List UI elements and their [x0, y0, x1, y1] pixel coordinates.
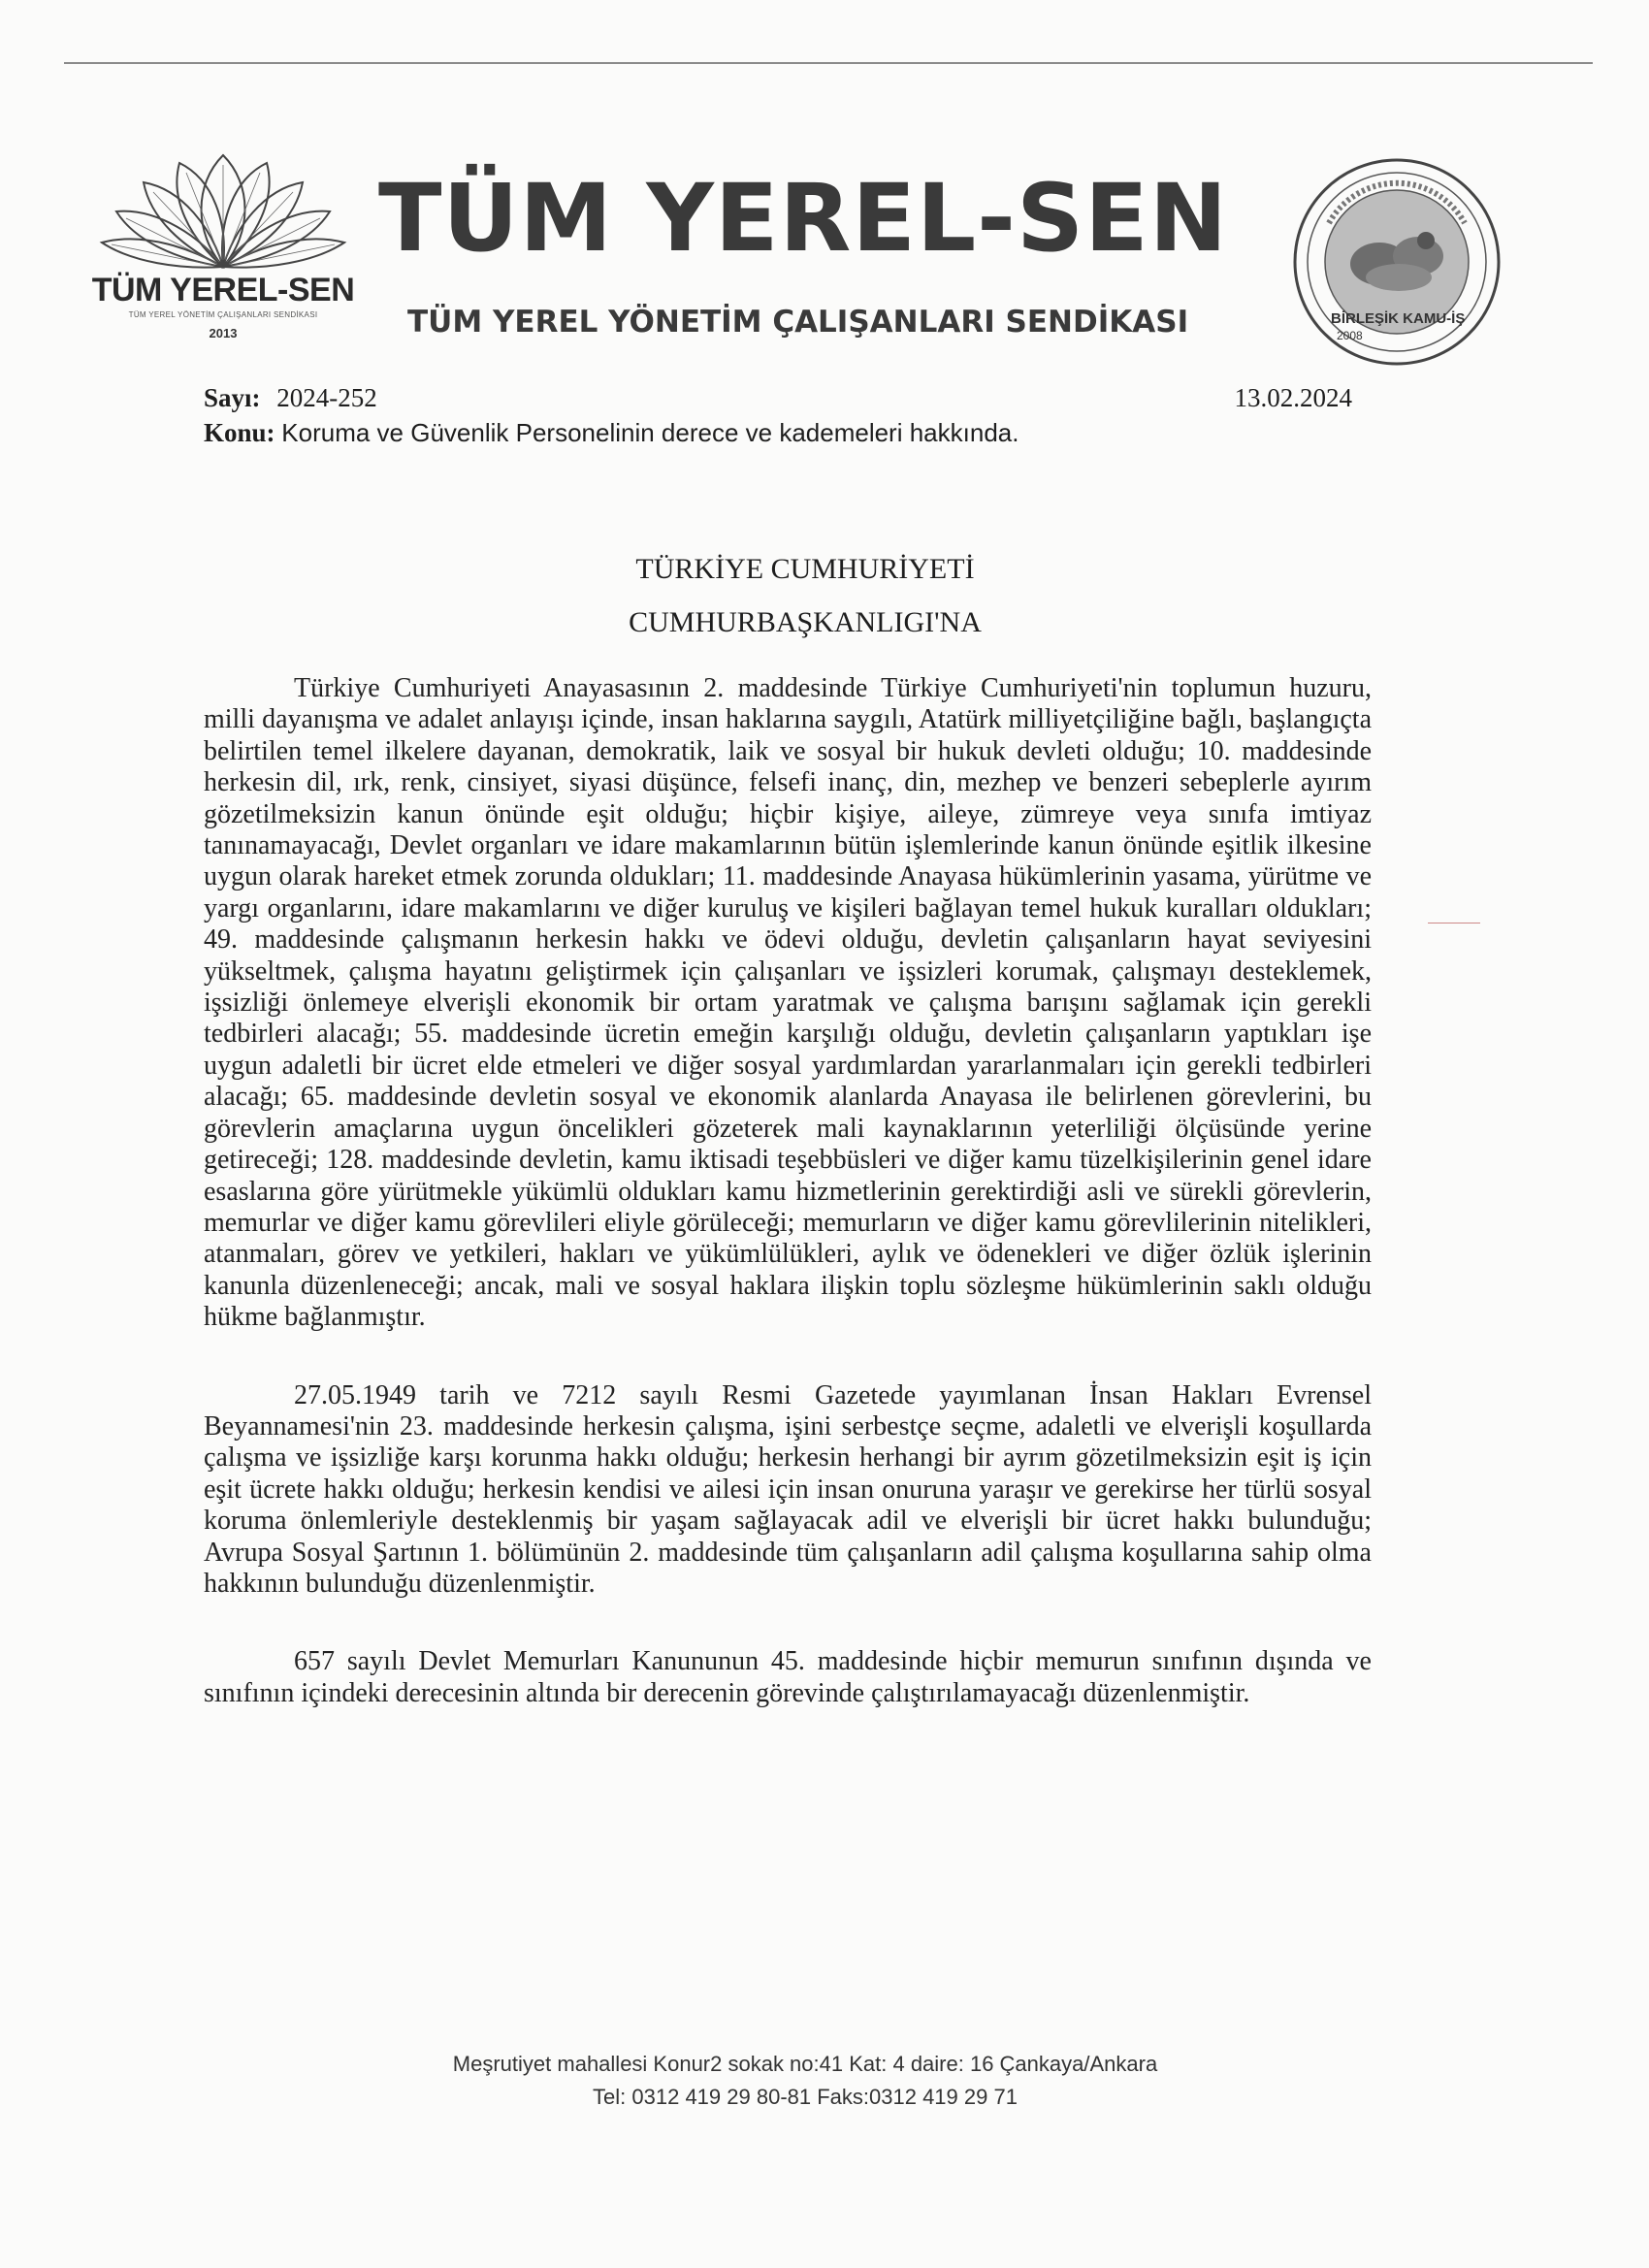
organization-name: TÜM YEREL-SEN	[378, 164, 1229, 273]
addressee-line-2: CUMHURBAŞKANLIGI'NA	[629, 606, 982, 638]
body-paragraph: 657 sayılı Devlet Memurları Kanununun 45. maddesinde hiçbir memurun sınıfının dışında ve sınıfının içindeki derecesinin altında bir derecenin görevinde çalıştırılamayacağı düzenlenmiştir.	[204, 1646, 1372, 1708]
body-paragraph: 27.05.1949 tarih ve 7212 sayılı Resmi Gazetede yayımlanan İnsan Hakları Evrensel Beyannamesi'nin 23. maddesinde herkesin çalışma, işini serbestçe seçme, adaletli ve elverişli koşullarda çalışma ve işsizliğe karşı korunma hakkı olduğu; herkesin herhangi bir ayrım gözetilmeksizin eşit iş için eşit ücrete hakkı olduğu; herkesin kendisi ve ailesi için insan onuruna yaraşır ve gerekirse her türlü sosyal koruma önlemleriyle desteklenmiş bir yaşam sağlayacak adil ve elverişli bir ücret hakkı bulunduğu; Avrupa Sosyal Şartının 1. bölümünün 2. maddesinde tüm çalışanların adil çalışma koşullarına sahip olma hakkının bulunduğu düzenlenmiştir.	[204, 1379, 1372, 1599]
seal-year: 2008	[1337, 329, 1363, 342]
union-logo	[87, 146, 359, 340]
reference-number: 2024-252	[276, 383, 377, 412]
logo-title: TÜM YEREL-SEN	[91, 272, 355, 308]
top-rule	[64, 62, 1593, 64]
seal-caption-text: BİRLEŞİK KAMU-İŞ	[1331, 310, 1466, 327]
reference-line	[204, 380, 1406, 415]
addressee-line-1: TÜRKİYE CUMHURİYETİ	[635, 553, 975, 585]
footer-address: Meşrutiyet mahallesi Konur2 sokak no:41 Kat: 4 daire: 16 Çankaya/Ankara	[452, 2052, 1158, 2076]
organization-full-name: TÜM YEREL YÖNETİM ÇALIŞANLARI SENDİKASI	[407, 305, 1189, 340]
letter-body	[204, 673, 1372, 1709]
footer-contact: Tel: 0312 419 29 80-81 Faks:0312 419 29 71	[593, 2085, 1018, 2109]
logo-subtitle: TÜM YEREL YÖNETİM ÇALIŞANLARI SENDİKASI	[128, 310, 318, 319]
number-label: Sayı:	[204, 383, 261, 412]
logo-year: 2013	[209, 326, 238, 340]
subject-line	[204, 415, 1406, 450]
body-paragraph: Türkiye Cumhuriyeti Anayasasının 2. maddesinde Türkiye Cumhuriyeti'nin toplumun huzuru, milli dayanışma ve adalet anlayışı içinde, insan haklarına saygılı, Atatürk milliyetçiliğine bağlı, başlangıçta belirtilen temel ilkelere dayanan, demokratik, laik ve sosyal bir hukuk devleti olduğu; 10. maddesinde herkesin dil, ırk, renk, cinsiyet, siyasi düşünce, felsefi inanç, din, mezhep ve benzeri sebeplerle ayırım gözetilmeksizin kanun önünde eşit olduğu; hiçbir kişiye, aileye, zümreye veya sınıfa imtiyaz tanınamayacağı, Devlet organları ve idare makamlarının bütün işlemlerinde kanun önünde eşitlik ilkesine uygun olarak hareket etmek zorunda oldukları; 11. maddesinde Anayasa hükümlerinin yasama, yürütme ve yargı organlarını, idare makamlarını ve diğer kuruluş ve kişileri bağlayan temel hukuk kuralları oldukları; 49. maddesinde çalışmanın herkesin hakkı ve ödevi olduğu, devletin çalışanların hayat seviyesini yükseltmek, çalışma hayatını geliştirmek için çalışanları ve işsizleri korumak, çalışmayı desteklemek, işsizliği önlemeye elverişli ekonomik bir ortam yaratmak ve çalışma barışını sağlamak için gerekli tedbirleri alacağı; 55. maddesinde ücretin emeğin karşılığı olduğu, devletin çalışanların yaptıkları işe uygun adaletli bir ücret elde etmeleri ve diğer sosyal yardımlardan yararlanmaları için gerekli tedbirleri alacağı; 65. maddesinde devletin sosyal ve ekonomik alanlarda Anayasa ile belirlenen görevlerini, bu görevlerin amaçlarına uygun öncelikleri gözeterek mali kaynaklarının yeterliliği ölçüsünde yerine getireceği; 128. maddesinde devletin, kamu iktisadi teşebbüsleri ve diğer kamu tüzelkişilerinin genel idare esaslarına göre yürütmekle yükümlü oldukları kamu hizmetlerinin gerektirdiği asli ve sürekli görevlerin, memurlar ve diğer kamu görevlileri eliyle görüleceği; memurların ve diğer kamu görevlilerinin nitelikleri, atanmaları, görev ve yetkileri, hakları ve yükümlülükleri, aylık ve ödenekleri ve diğer özlük işlerinin kanunla düzenleneceği; ancak, mali ve sosyal haklara ilişkin toplu sözleşme hükümlerinin saklı olduğu hükme bağlanmıştır.	[204, 673, 1372, 1333]
sunflower-logo-icon	[97, 146, 349, 276]
subject-text: Koruma ve Güvenlik Personelinin derece ve kademeleri hakkında.	[281, 418, 1019, 447]
document-date: 13.02.2024	[1234, 383, 1352, 412]
subject-label: Konu:	[204, 418, 275, 447]
seal-caption	[1331, 310, 1476, 353]
